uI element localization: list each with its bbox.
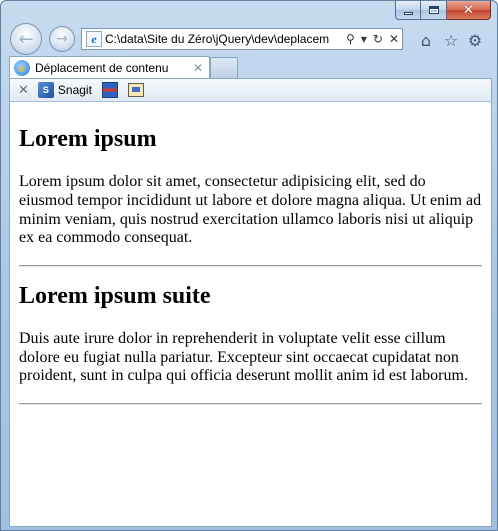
snagit-button-label[interactable]: Snagit bbox=[57, 83, 92, 97]
refresh-icon[interactable]: ↻ bbox=[372, 32, 383, 46]
address-bar[interactable] bbox=[81, 28, 403, 50]
capture-region-icon[interactable] bbox=[102, 82, 118, 98]
section-heading-2: Lorem ipsum suite bbox=[19, 282, 211, 309]
back-button[interactable] bbox=[10, 23, 42, 55]
tab-close-icon[interactable]: ✕ bbox=[192, 60, 203, 75]
minimize-button[interactable] bbox=[395, 1, 421, 20]
window-caption-buttons bbox=[395, 1, 491, 20]
command-bar bbox=[9, 78, 492, 102]
forward-button[interactable] bbox=[49, 26, 75, 52]
tab-title: Déplacement de contenu bbox=[35, 60, 169, 75]
section-heading-1: Lorem ipsum bbox=[19, 126, 157, 152]
maximize-button[interactable] bbox=[421, 1, 447, 20]
divider-2 bbox=[19, 403, 482, 405]
capture-page-icon[interactable] bbox=[128, 83, 144, 97]
stop-icon[interactable]: ✕ bbox=[388, 32, 399, 46]
address-url[interactable]: C:\data\Site du Zéro\jQuery\dev\deplacem bbox=[105, 32, 330, 46]
new-tab-button[interactable] bbox=[210, 57, 238, 78]
page-content bbox=[9, 102, 492, 527]
arrow-right-icon: → bbox=[56, 31, 68, 47]
search-icon[interactable]: ⚲ bbox=[346, 32, 355, 46]
gear-icon[interactable]: ⚙ bbox=[467, 30, 483, 50]
maximize-icon bbox=[429, 6, 439, 14]
home-icon[interactable]: ⌂ bbox=[420, 30, 432, 50]
section-paragraph-1: Lorem ipsum dolor sit amet, consectetur adipisicing elit, sed do eiusmod tempor incididunt ut labore et dolore magna aliqua. Ut enim ad minim veniam, quis nostrud exercitation ullamco laboris nisi ut aliquip ex ea commodo consequat. bbox=[19, 173, 482, 247]
favorites-star-icon[interactable]: ☆ bbox=[443, 30, 459, 50]
tab-active[interactable] bbox=[9, 56, 210, 78]
ie-icon: e bbox=[14, 60, 30, 76]
snagit-icon[interactable]: S bbox=[38, 82, 54, 98]
close-toolbar-icon[interactable]: ✕ bbox=[18, 82, 29, 98]
close-icon: ✕ bbox=[463, 2, 474, 18]
dropdown-arrow-icon[interactable]: ▾ bbox=[360, 32, 367, 46]
minimize-icon bbox=[404, 12, 413, 15]
close-window-button[interactable] bbox=[447, 1, 491, 20]
divider-1 bbox=[19, 265, 482, 267]
arrow-left-icon: ← bbox=[18, 28, 34, 50]
section-paragraph-2: Duis aute irure dolor in reprehenderit in voluptate velit esse cillum dolore eu fugiat nulla pariatur. Excepteur sint occaecat cupidatat non proident, sunt in culpa qui officia deserunt mollit anim id est laborum. bbox=[19, 330, 468, 385]
ie-page-icon: e bbox=[86, 31, 102, 47]
